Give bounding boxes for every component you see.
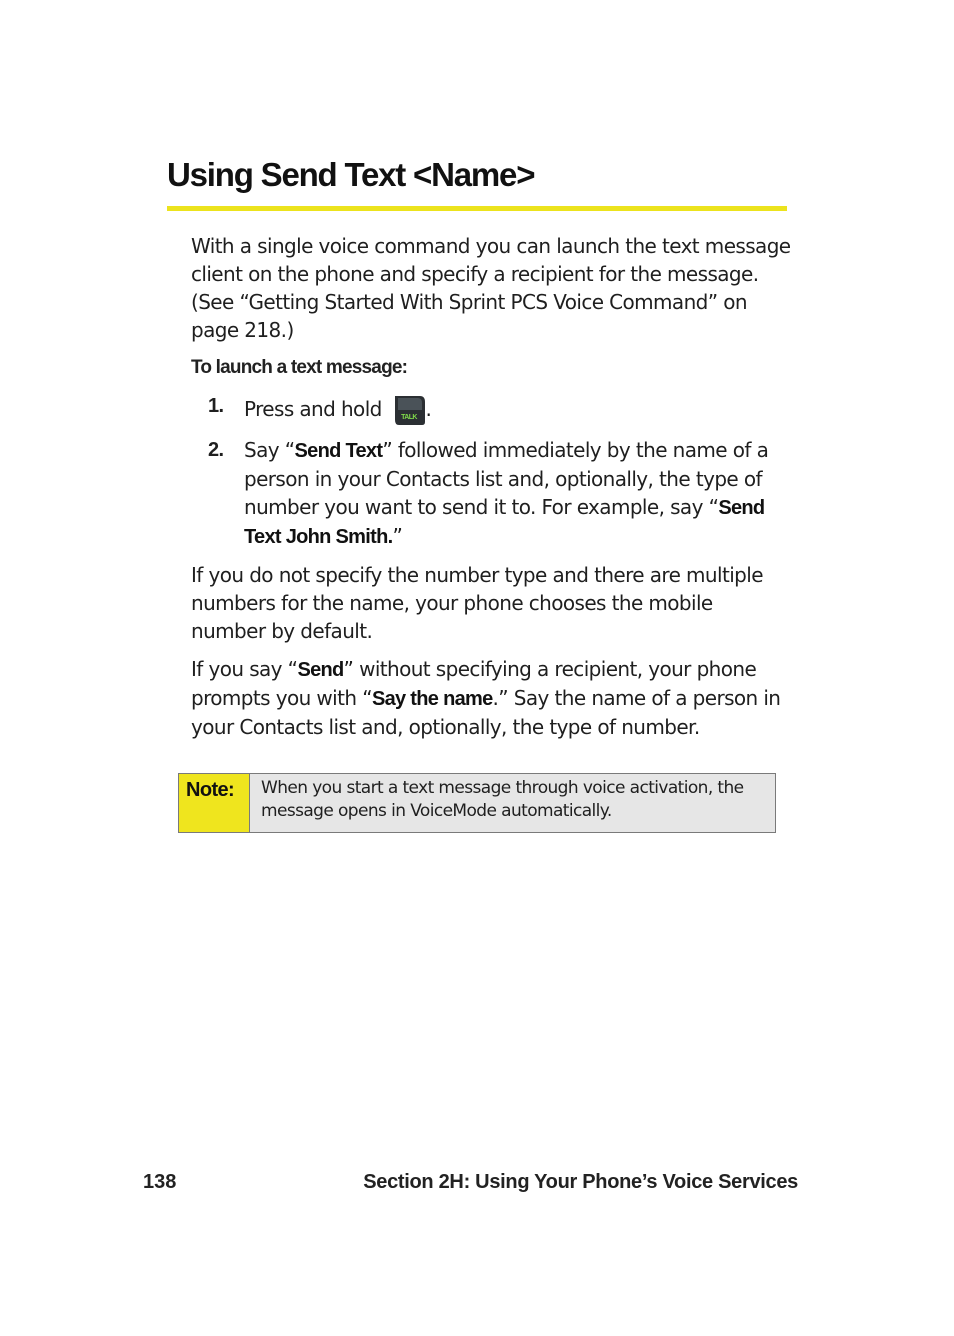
note-label: Note: xyxy=(179,774,250,832)
note-text: When you start a text message through voice activation, the message opens in VoiceMode automatically. xyxy=(261,778,744,821)
step-number: 1. xyxy=(208,395,224,417)
phone-prompt: Say the name xyxy=(371,688,493,710)
voice-command-example: Send Text John Smith. xyxy=(244,497,765,548)
page-number: 138 xyxy=(143,1171,177,1193)
title-underline xyxy=(167,206,787,211)
step-text: ” followed immediately by the name of a person in your Contacts list and, optionally, the type of number you want to send it to. For example, say “ xyxy=(244,438,769,519)
steps-list xyxy=(191,392,791,551)
voice-command: Send xyxy=(297,659,344,681)
intro-paragraph: With a single voice command you can launch the text message client on the phone and specify a recipient for the message. (See “Getting Started With Sprint PCS Voice Command” on page 218.) xyxy=(191,234,791,342)
step-text: Say “ xyxy=(244,438,295,462)
paragraph-text: ” without specifying a recipient, your phone prompts you with “ xyxy=(191,657,757,710)
main-content xyxy=(191,232,791,751)
talk-key-label: TALK xyxy=(400,414,417,421)
step-1 xyxy=(191,392,791,426)
note-box xyxy=(178,773,776,833)
section-footer: Section 2H: Using Your Phone’s Voice Services xyxy=(363,1171,798,1193)
paragraph-text: .” Say the name of a person in your Contacts list and, optionally, the type of number. xyxy=(191,686,781,739)
step-text: Press and hold xyxy=(244,397,382,421)
step-text: ” xyxy=(392,524,403,548)
send-prompt-paragraph xyxy=(191,655,791,741)
talk-key-icon xyxy=(392,392,426,426)
paragraph-text: If you say “ xyxy=(191,657,298,681)
step-2 xyxy=(191,436,791,551)
page-title: Using Send Text <Name> xyxy=(167,156,535,193)
number-type-paragraph: If you do not specify the number type and there are multiple numbers for the name, your phone chooses the mobile number by default. xyxy=(191,563,763,643)
step-text-end: . xyxy=(425,397,432,421)
procedure-heading: To launch a text message: xyxy=(191,357,408,378)
step-number: 2. xyxy=(208,439,224,461)
voice-command: Send Text xyxy=(294,440,383,462)
